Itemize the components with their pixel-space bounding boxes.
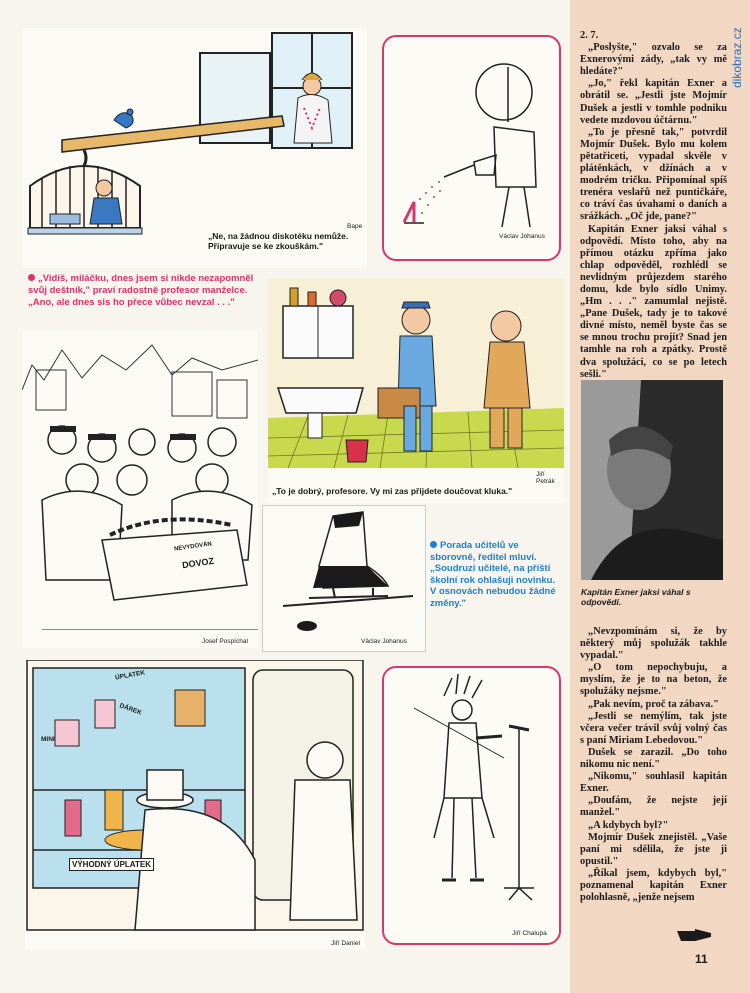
crowd-box-label-2: NEVYDOVÁN	[173, 541, 213, 553]
pointing-hand-icon	[675, 925, 715, 945]
cartoon-bird-cage	[22, 28, 367, 268]
story-column-top	[580, 30, 727, 381]
pink-bullet	[28, 274, 35, 281]
shop-label-1: VÝHODNÝ ÚPLATEK	[69, 858, 154, 871]
watermark: dikobraz.cz	[730, 27, 744, 88]
story-paragraph: Kapitán Exner jaksi váhal s odpovědí. Místo toho, aby na přímou otázku zpříma jako chlap odpověděl, rozhlédl se nevlídným průjezdem starého domu, kde bylo sídlo Unimy. „Hm . . ." zamumlal nejistě. „Pane Dušek, tady je to takové divné místo, neměl byste čas se se mnou trochu projít? Snad jen tamhle na roh a zpátky. Prostě dva spolužáci, co se po letech sešli."	[580, 223, 727, 380]
cartoon-plumber	[268, 278, 564, 503]
plumber-drawing	[268, 278, 564, 468]
story-paragraph: „To je přesně tak," potvrdil Mojmír Dušek. Bylo mu kolem pětatřiceti, vypadal skvěle v plátěnkách, v džínách a v modrém tričku. Připomínal spíš trenéra veslařů než puntičkáře, co tráví čas úvahami o daních a srážkách. „Oč jde, pane?"	[580, 126, 727, 223]
skate-drawing	[263, 506, 425, 636]
bird-cage-caption: „Ne, na žádnou diskotéku nemůže. Připravuje se ke zkouškám."	[208, 231, 349, 251]
shop-label-3: MINI	[41, 736, 55, 743]
violinist-author: Jiří Chalupa	[512, 930, 547, 937]
story-column-bottom	[580, 626, 727, 904]
violinist-drawing	[384, 668, 559, 913]
story-paragraph: „Jestli se nemýlím, tak jste včera večer trávil svůj volný čas s paní Miriam Lebedovou."	[580, 710, 727, 746]
cartoon-crowd	[22, 330, 258, 648]
story-paragraph: Mojmír Dušek znejistěl. „Vaše paní mi sdělila, že jste ji opustil."	[580, 831, 727, 867]
cartoon-watering-frame	[382, 35, 561, 261]
shop-label-4: DÁREK	[118, 702, 143, 717]
photo-caption: Kapitán Exner jaksi váhal s odpovědí.	[581, 587, 691, 607]
story-paragraph: „Poslyšte," ozvalo se za Exnerovými zády, „tak vy mě hledáte?"	[580, 42, 727, 78]
story-paragraph: „Jo," řekl kapitán Exner a obrátil se. „Jestli jste Mojmír Dušek a jestli v tomhle podniku vedete mzdovou účtárnu."	[580, 78, 727, 126]
story-paragraph: Dušek se zarazil. „Do toho nikomu nic není."	[580, 746, 727, 771]
crowd-drawing	[22, 330, 258, 630]
joke-umbrella: „Vidíš, miláčku, dnes jsem si nikde nezapomněl svůj deštník," praví radostně profesor manželce. „Ano, ale dnes sis ho přece vůbec nevzal . . ."	[28, 273, 254, 308]
shop-window-author: Jiří Daniel	[331, 940, 360, 947]
bird-cage-author: Bape	[347, 223, 363, 230]
story-heading: 2. 7.	[580, 30, 599, 41]
story-paragraph: „Nikomu," souhlasil kapitán Exner.	[580, 771, 727, 795]
story-paragraph: „A kdybych byl?"	[588, 819, 669, 831]
watering-drawing	[384, 37, 559, 237]
shop-window-drawing	[25, 660, 365, 935]
shop-label-2: ÚPLATEK	[114, 669, 146, 682]
watering-author: Václav Johanus	[499, 233, 545, 240]
story-photo	[581, 380, 723, 580]
cartoon-shop-window	[25, 660, 365, 950]
crowd-author: Josef Pospíchal	[202, 638, 248, 645]
bird-cage-drawing	[22, 28, 367, 238]
story-paragraph: „Doufám, že nejste její manžel."	[580, 795, 727, 819]
plumber-caption: „To je dobrý, profesore. Vy mi zas přijdete doučovat kluka."	[272, 486, 513, 496]
plumber-author: Jiří Petrák	[536, 471, 555, 485]
story-paragraph: „Nevzpomínám si, že by některý můj spolužák takhle vypadal."	[580, 626, 727, 662]
page-number: 11	[695, 952, 708, 966]
cartoon-violinist-frame	[382, 666, 561, 945]
photo-portrait	[581, 380, 723, 580]
story-paragraph: „Říkal jsem, kdybych byl," poznamenal kapitán Exner polohlasně, „jenže nejsem	[580, 867, 727, 904]
blue-bullet	[430, 541, 437, 548]
story-paragraph: „Pak nevím, proč ta zábava."	[588, 698, 719, 710]
skate-author: Václav Johanus	[361, 638, 407, 645]
story-paragraph: „O tom nepochybuju, a myslím, že je to na beton, že spolužáky nejsme."	[580, 662, 727, 698]
cartoon-skate	[262, 505, 426, 652]
crowd-box-label: DOVOZ	[181, 555, 215, 571]
joke-meeting: Porada učitelů ve sborovně, ředitel mluví. „Soudruzi učitelé, na příští školní rok ohlašuji novinku. V osnovách nebudou žádné změny."	[430, 540, 556, 609]
